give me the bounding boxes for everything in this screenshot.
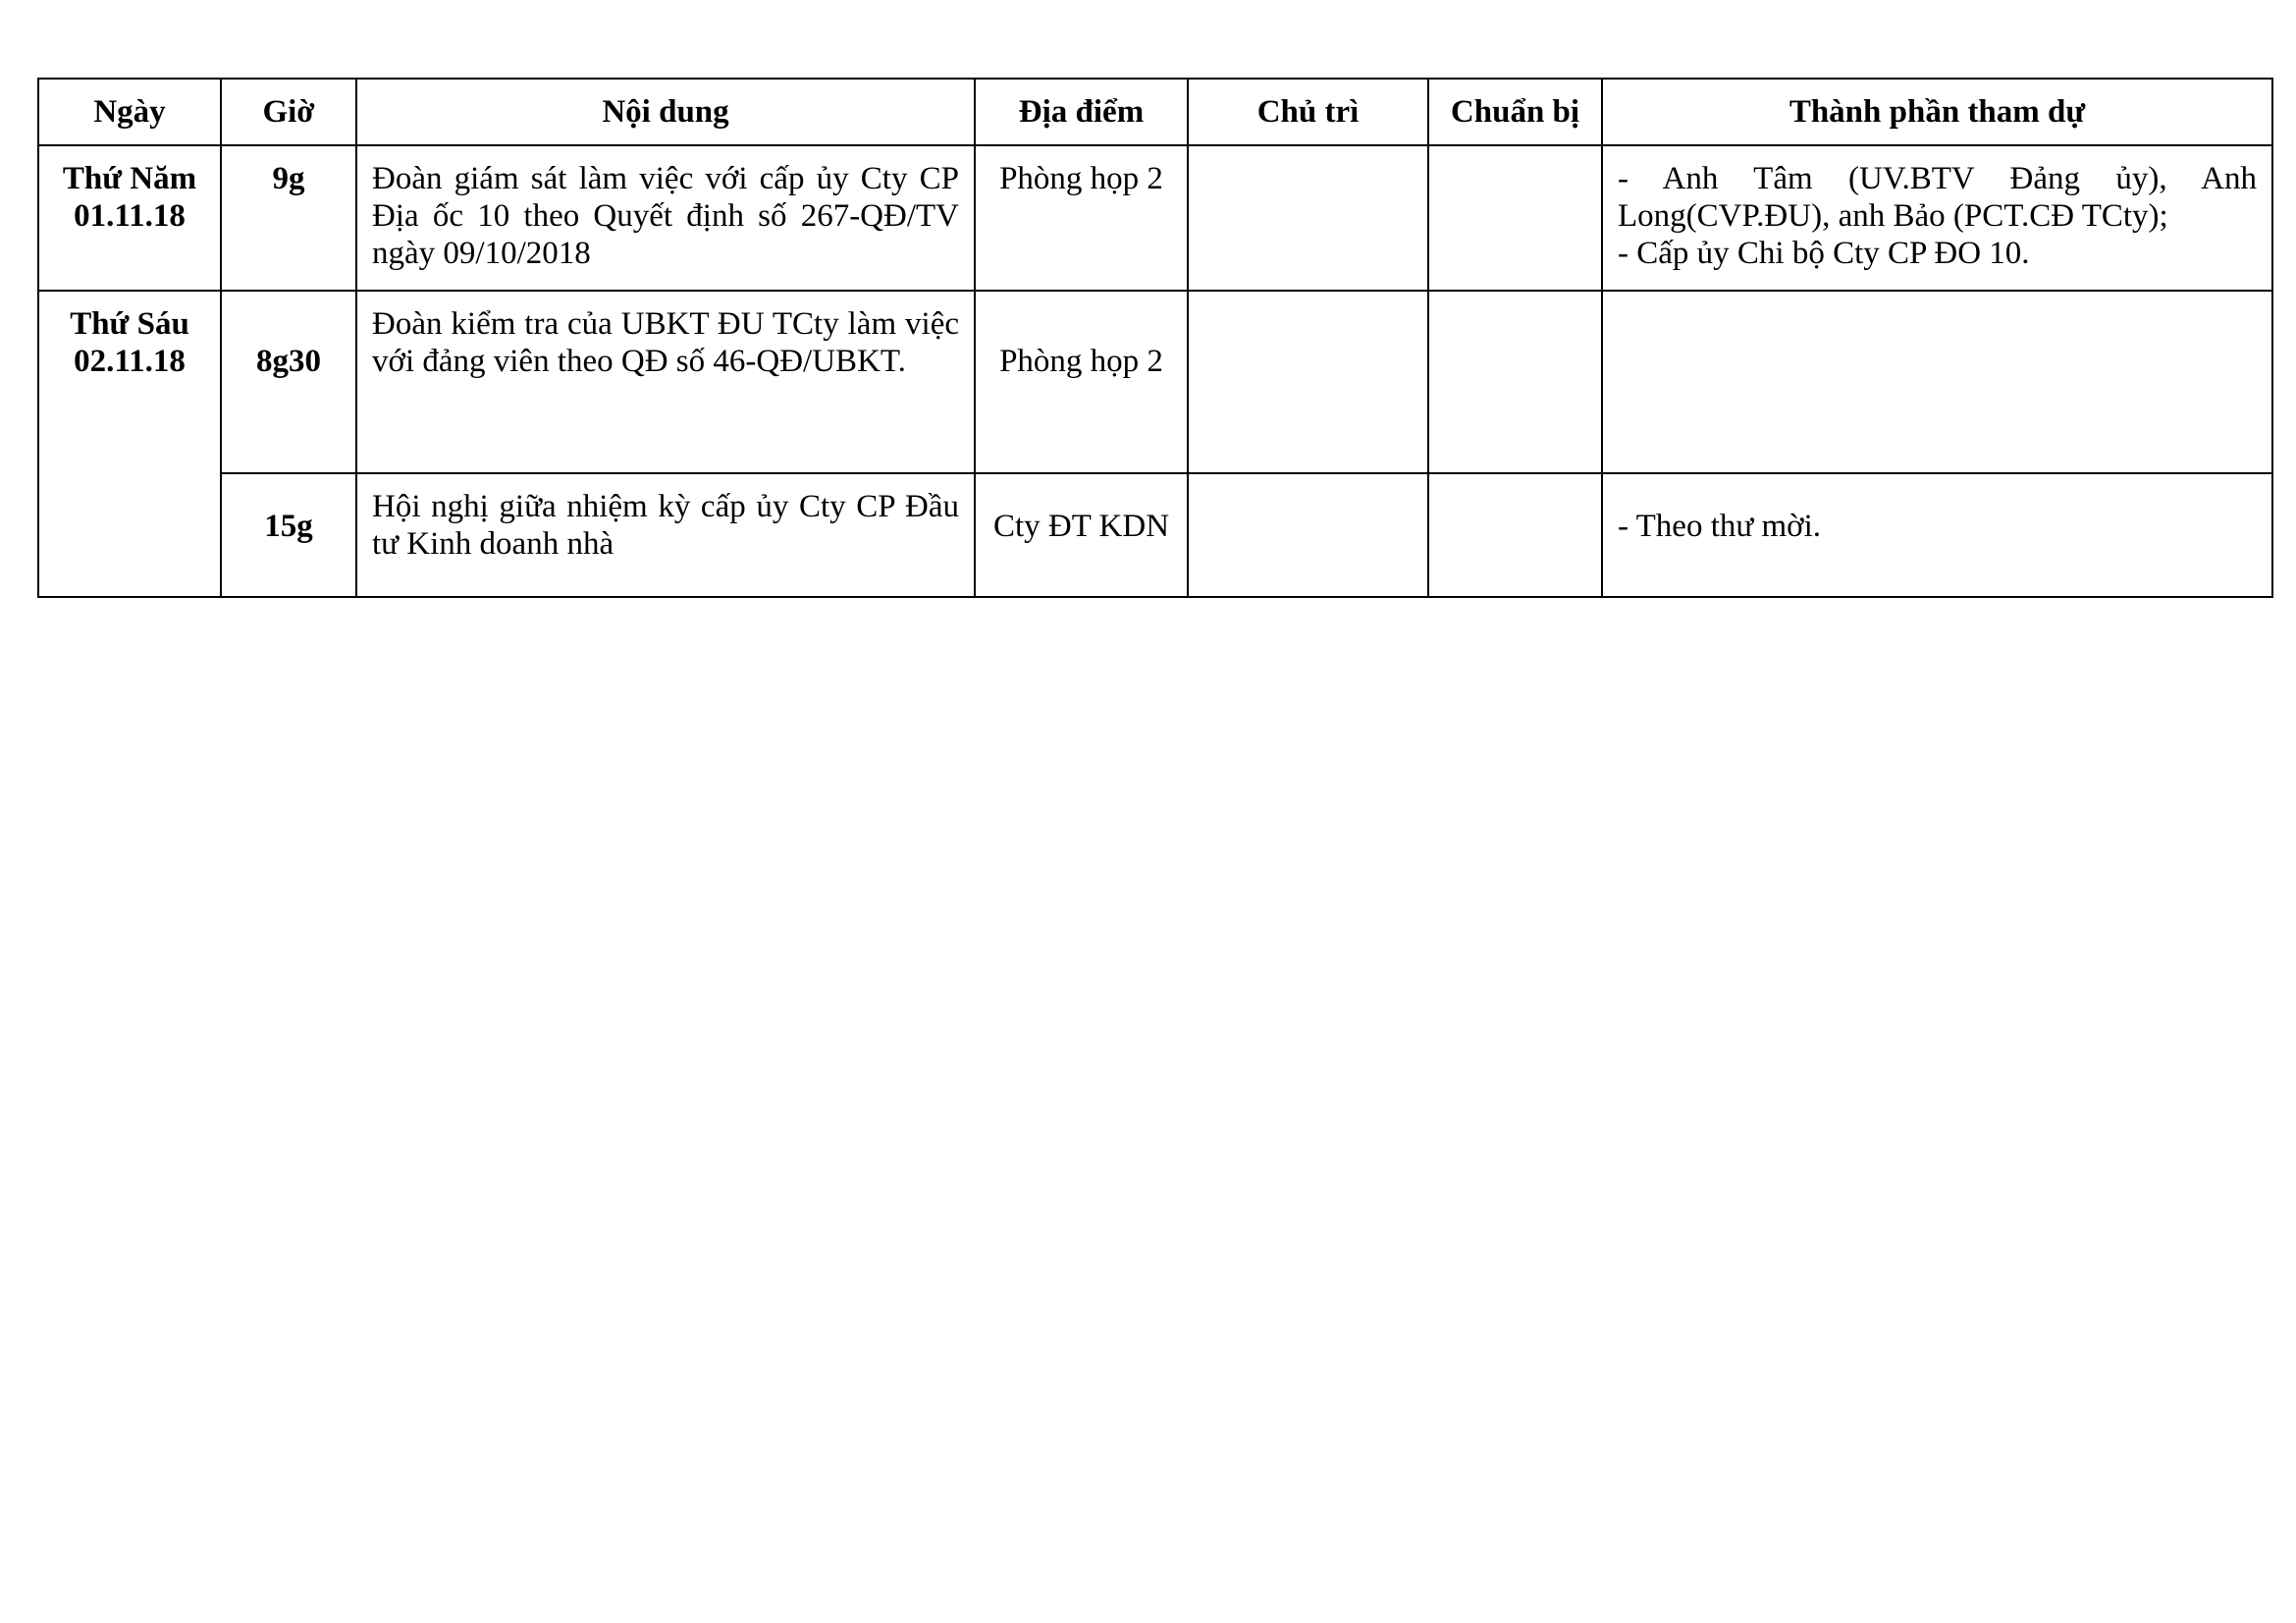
participants-cell xyxy=(1602,473,2272,597)
weekday: Thứ Năm xyxy=(62,161,197,196)
participants-cell xyxy=(1602,291,2272,473)
header-prep: Chuẩn bị xyxy=(1428,79,1602,145)
participant-line: - Anh Tâm (UV.BTV Đảng ủy), Anh Long(CVP.ĐU), anh Bảo (PCT.CĐ TCty); xyxy=(1618,161,2257,234)
chair-cell xyxy=(1188,473,1428,597)
time-cell: 9g xyxy=(221,145,356,291)
place-cell: Phòng họp 2 xyxy=(975,291,1188,473)
table-row xyxy=(38,473,2272,597)
content-cell: Hội nghị giữa nhiệm kỳ cấp ủy Cty CP Đầu tư Kinh doanh nhà xyxy=(356,473,975,597)
place-cell: Phòng họp 2 xyxy=(975,145,1188,291)
date: 02.11.18 xyxy=(74,344,186,379)
header-participants: Thành phần tham dự xyxy=(1602,79,2272,145)
participant-line: - Cấp ủy Chi bộ Cty CP ĐO 10. xyxy=(1618,236,2030,271)
day-cell xyxy=(38,291,221,597)
weekday: Thứ Sáu xyxy=(70,306,189,342)
chair-cell xyxy=(1188,291,1428,473)
header-place: Địa điểm xyxy=(975,79,1188,145)
header-chair: Chủ trì xyxy=(1188,79,1428,145)
header-day: Ngày xyxy=(38,79,221,145)
day-cell xyxy=(38,145,221,291)
participant-line: - Theo thư mời. xyxy=(1618,509,1822,544)
chair-cell xyxy=(1188,145,1428,291)
content-cell: Đoàn kiểm tra của UBKT ĐU TCty làm việc với đảng viên theo QĐ số 46-QĐ/UBKT. xyxy=(356,291,975,473)
prep-cell xyxy=(1428,473,1602,597)
schedule-table xyxy=(37,78,2273,598)
prep-cell xyxy=(1428,145,1602,291)
table-row xyxy=(38,291,2272,473)
participants-cell xyxy=(1602,145,2272,291)
place-cell: Cty ĐT KDN xyxy=(975,473,1188,597)
content-cell: Đoàn giám sát làm việc với cấp ủy Cty CP Địa ốc 10 theo Quyết định số 267-QĐ/TV ngày 09/10/2018 xyxy=(356,145,975,291)
time-cell: 15g xyxy=(221,473,356,597)
prep-cell xyxy=(1428,291,1602,473)
header-content: Nội dung xyxy=(356,79,975,145)
date: 01.11.18 xyxy=(74,198,186,234)
header-row xyxy=(38,79,2272,145)
time-cell: 8g30 xyxy=(221,291,356,473)
table-row xyxy=(38,145,2272,291)
header-time: Giờ xyxy=(221,79,356,145)
